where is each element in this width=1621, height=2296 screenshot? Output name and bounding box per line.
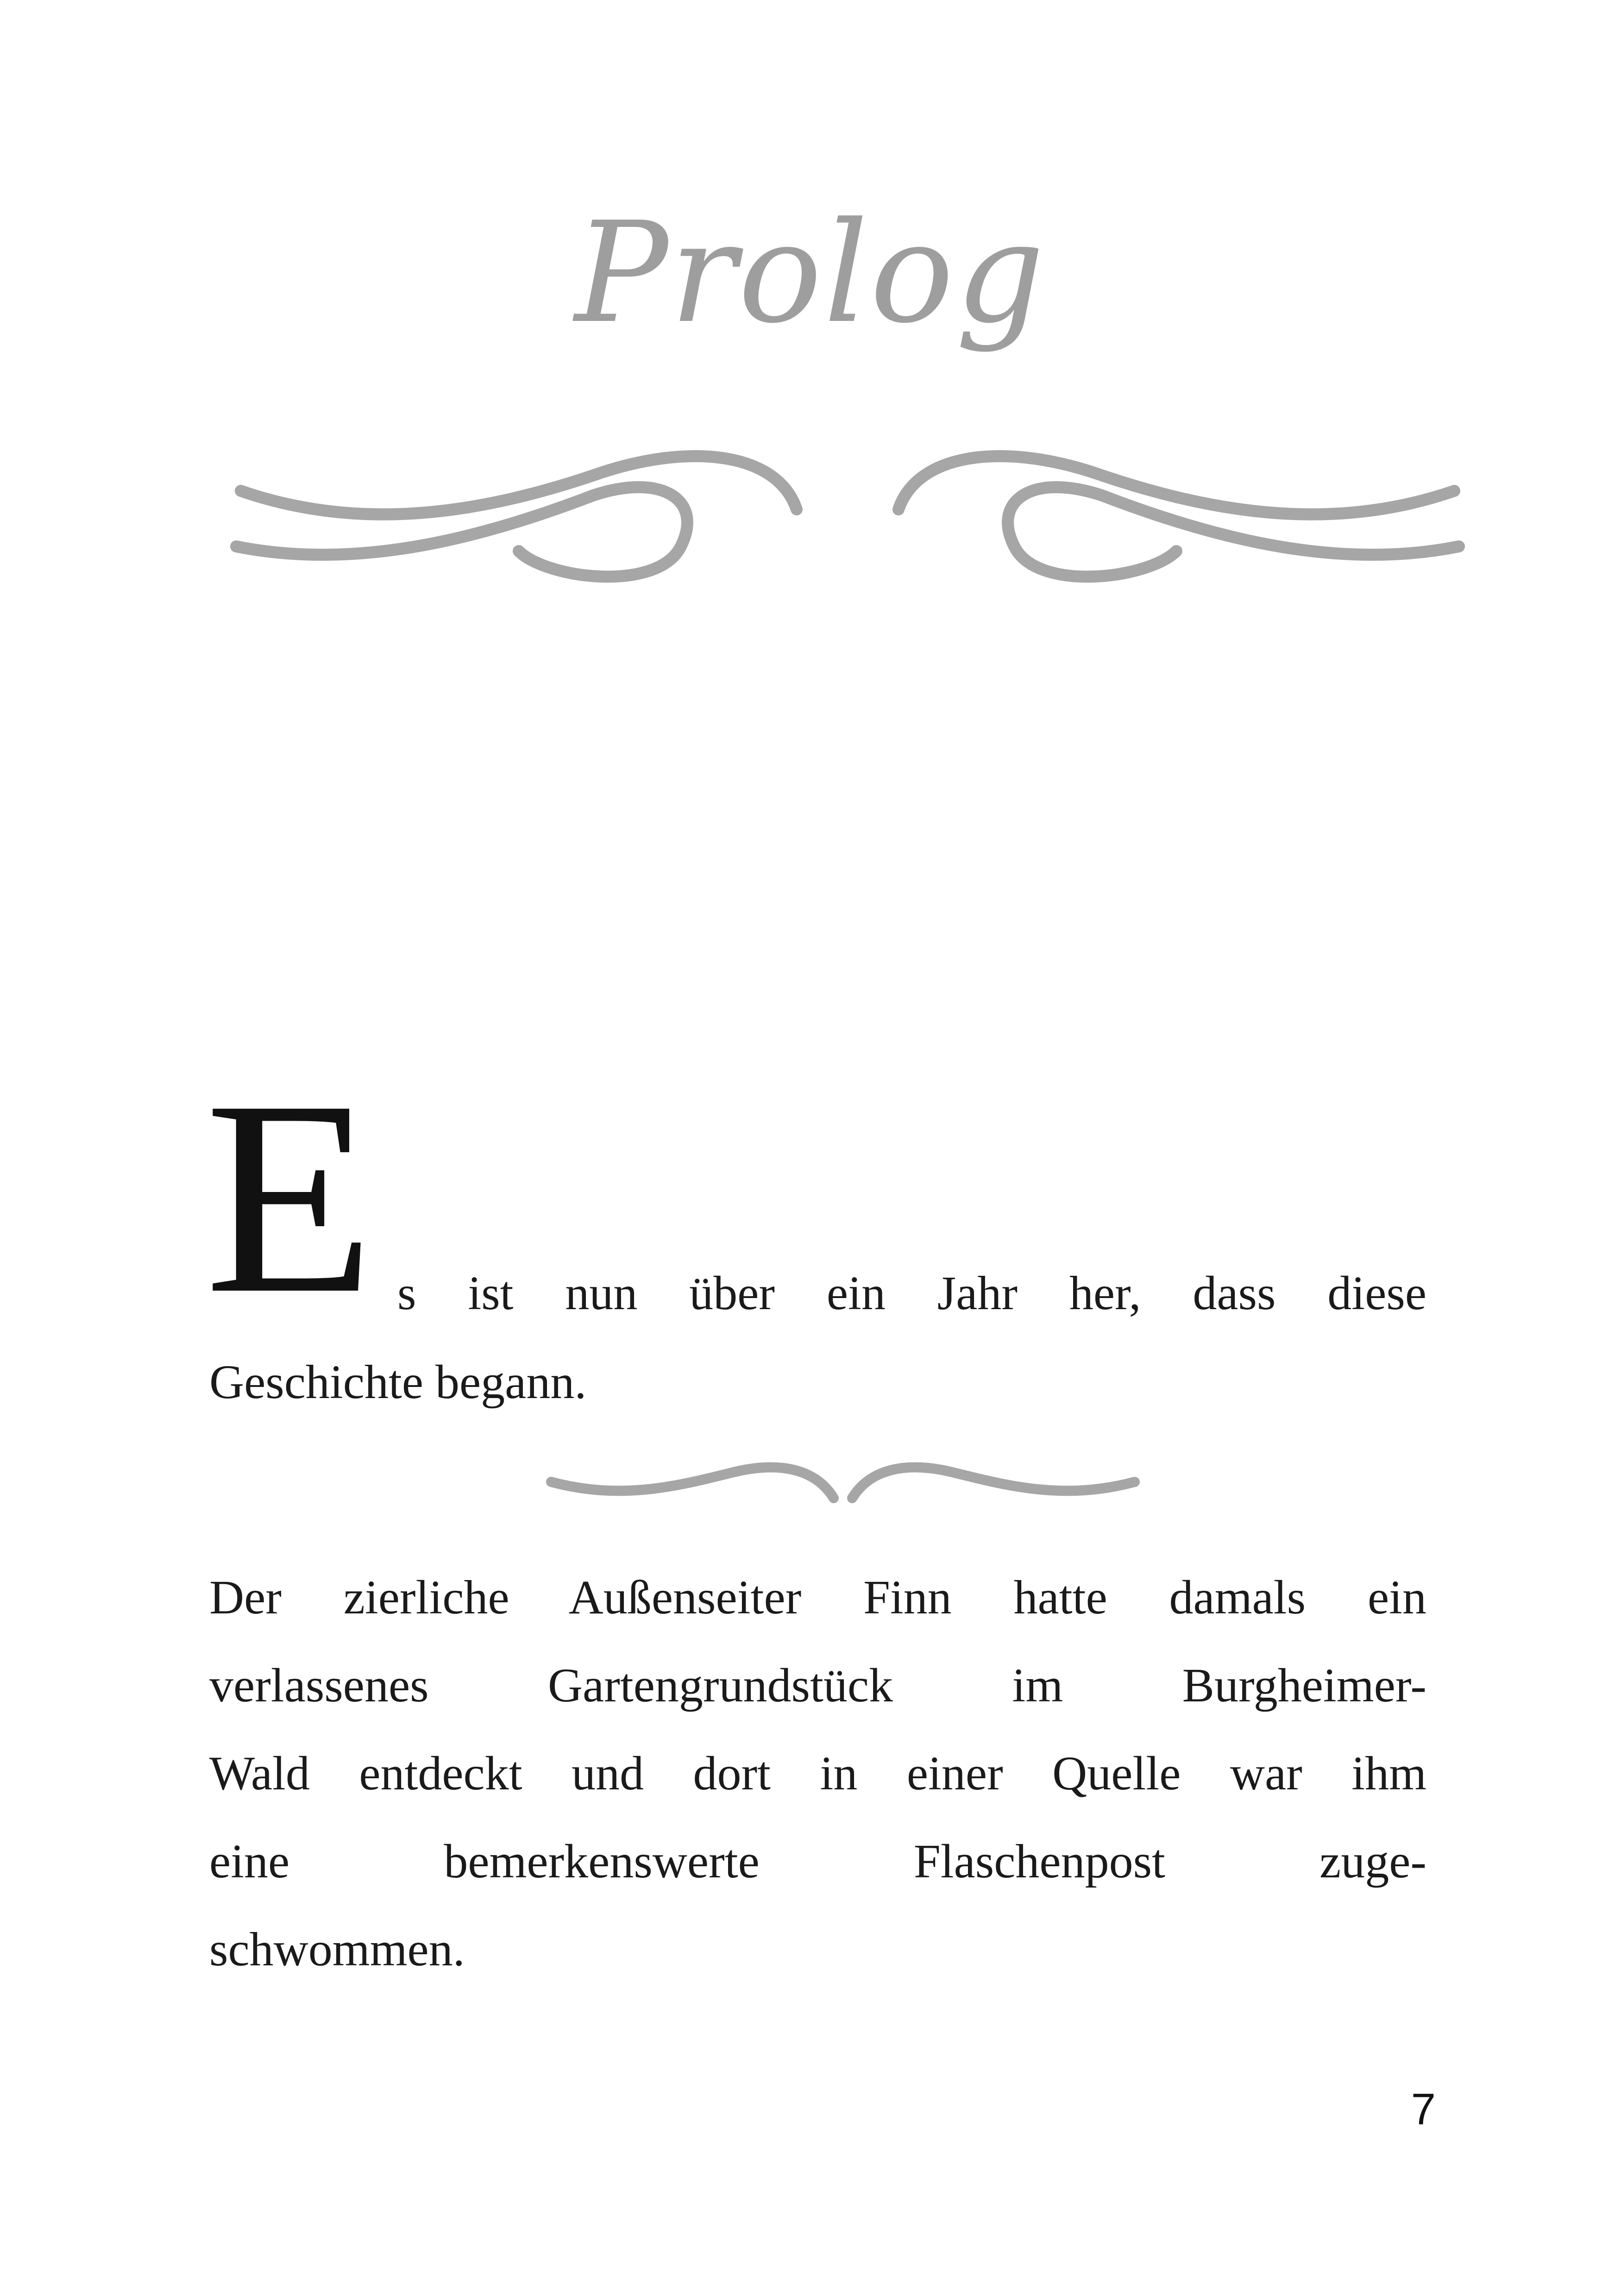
title-flourish-ornament	[222, 417, 1473, 630]
page-number: 7	[1411, 2084, 1436, 2134]
drop-cap-letter: E	[205, 1043, 375, 1351]
chapter-title: Prolog	[574, 192, 1047, 354]
paragraph2-line4: eine bemerkenswerte Flaschenpost zuge-	[209, 1835, 1426, 1888]
paragraph2-line1: Der zierliche Außenseiter Finn hatte damals ein	[209, 1571, 1426, 1624]
paragraph2-line2: verlassenes Gartengrundstück im Burgheimer-	[209, 1659, 1426, 1712]
paragraph2-line5: schwommen.	[209, 1923, 465, 1976]
paragraph1-line1: s ist nun über ein Jahr her, dass diese	[397, 1267, 1426, 1320]
section-divider-ornament	[537, 1445, 1149, 1519]
paragraph1-line2: Geschichte begann.	[209, 1355, 587, 1409]
paragraph2-line3: Wald entdeckt und dort in einer Quelle war ihm	[209, 1747, 1426, 1800]
